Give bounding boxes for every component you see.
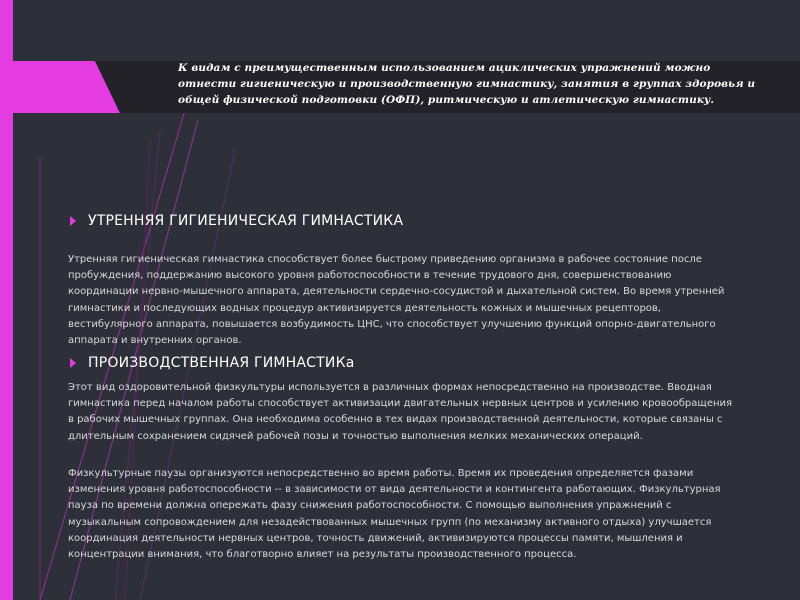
bullet-arrow-icon — [70, 358, 76, 368]
slide-title: К видам с преимущественным использованием ациклических упражнений можно отнести гигиеническую и производственную гимнастику, занятия в группах здоровья и общей физической подготовки (ОФП), ритмическую и атлетическую гимнастику. — [178, 62, 756, 106]
section-paragraph: Этот вид оздоровительной физкультуры используется в различных формах непосредственно на производстве. Вводная гимнастика перед началом работы способствует активизации двигательных нервных центров и усилению кровообращения в рабочих мышечных группах. Она необходима особенно в тех видах производственной деятельности, которые связаны с длительным сохранением сидячей рабочей позы и точностью выполнения мелких механических операций. — [68, 382, 733, 442]
section-paragraph: Физкультурные паузы организуются непосредственно во время работы. Время их проведения определяется фазами изменения уровня работоспособности -- в зависимости от вида деятельности и контингента работающих. Физкультурная пауза по времени должна опережать фазу снижения работоспособности. С помощью выполнения упражнений с музыкальным сопровождением для незадействованных мышечных групп (по механизму активного отдыха) улучшается координация деятельности нервных центров, точность движений, активизируются процессы памяти, мышления и концентрации внимания, что благотворно влияет на результаты производственного процесса. — [68, 468, 721, 561]
section-paragraph: Утренняя гигиеническая гимнастика способствует более быстрому приведению организма в рабочее состояние после пробуждения, поддержанию высокого уровня работоспособности в течение трудового дня, совершенствованию координации нервно-мышечного аппарата, деятельности сердечно-сосудистой и дыхательной систем. Во время утренней гимнастики и последующих водных процедур активизируется деятельность кожных и мышечных рецепторов, вестибулярного аппарата, повышается возбудимость ЦНС, что способствует улучшению функций опорно-двигательного аппарата и внутренних органов. — [68, 254, 725, 347]
section-morning-gymnastics — [68, 213, 738, 229]
section-heading: УТРЕННЯЯ ГИГИЕНИЧЕСКАЯ ГИМНАСТИКА — [88, 213, 404, 229]
bullet-arrow-icon — [70, 216, 76, 226]
section-heading: ПРОИЗВОДСТВЕННАЯ ГИМНАСТИКа — [88, 355, 355, 371]
section-industrial-gymnastics — [68, 355, 738, 371]
